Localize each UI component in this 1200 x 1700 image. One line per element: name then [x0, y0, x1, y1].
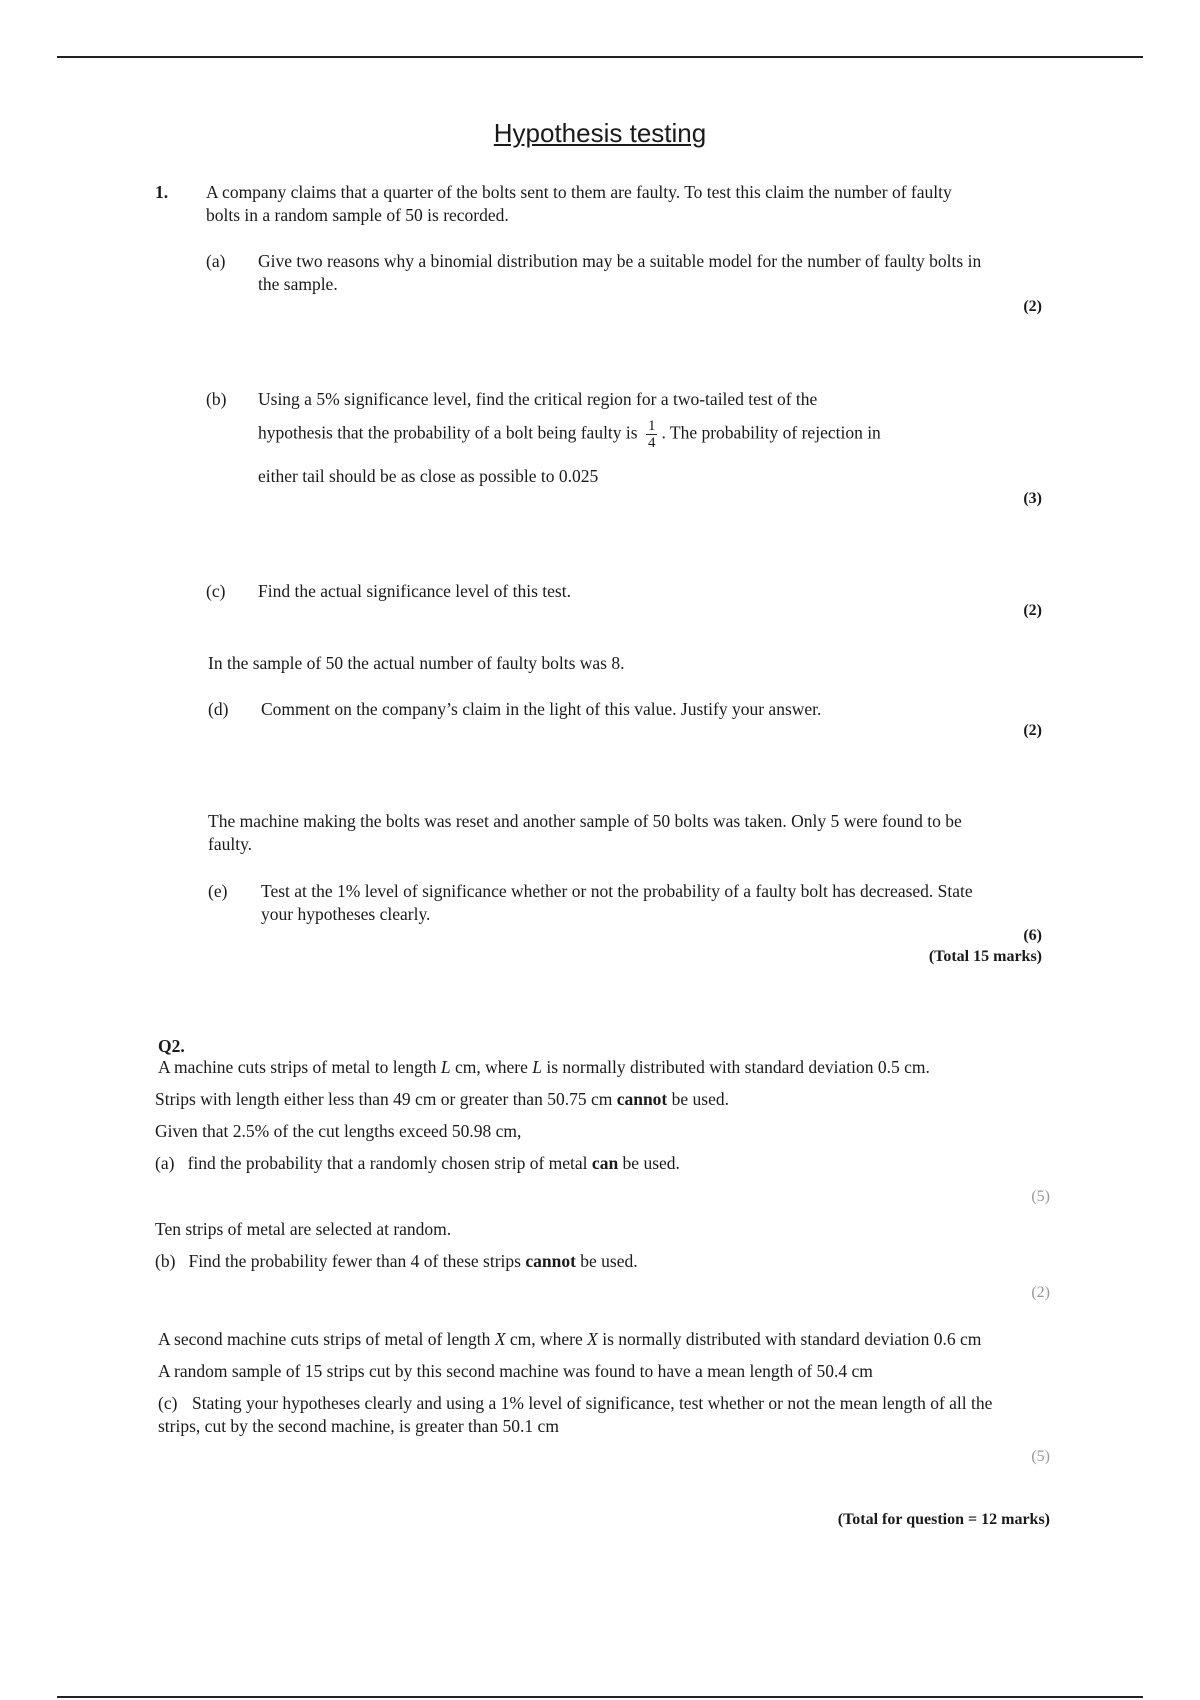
- q2-c-text: [158, 1392, 1038, 1438]
- q1-b-line2-before: hypothesis that the probability of a bolt being faulty is: [258, 422, 638, 443]
- q2-line1-b: cm, where: [454, 1057, 528, 1077]
- q1-e-label: (e): [208, 881, 228, 901]
- q2-second-machine: [158, 1328, 981, 1351]
- q2-a-bold: can: [591, 1153, 619, 1173]
- q1-sample-note: In the sample of 50 the actual number of faulty bolts was 8.: [208, 653, 625, 673]
- q2-ten-strips: Ten strips of metal are selected at random.: [155, 1219, 452, 1239]
- q1-b-label: (b): [206, 389, 227, 409]
- q2-second-b: cm, where: [509, 1329, 583, 1349]
- q1-a-label: (a): [206, 251, 226, 271]
- q2-c-label: (c): [158, 1393, 178, 1413]
- q2-a-marks: (5): [1031, 1188, 1050, 1205]
- q2-b-label: (b): [155, 1251, 176, 1271]
- q2-c-text-body: Stating your hypotheses clearly and using a 1% level of significance, test whether or not the mean length of all the strips, cut by the second machine, is greater than 50.1 cm: [158, 1393, 993, 1436]
- q1-c-text: Find the actual significance level of this test.: [258, 581, 571, 601]
- q1-a-marks: (2): [1023, 298, 1042, 315]
- q1-total-marks: (Total 15 marks): [928, 948, 1042, 965]
- q1-b-line1: Using a 5% significance level, find the critical region for a two-tailed test of the: [258, 389, 818, 409]
- q2-line2-b: be used.: [671, 1089, 729, 1109]
- q1-c-marks: (2): [1023, 602, 1042, 619]
- q2-a-text-b: be used.: [622, 1153, 680, 1173]
- q2-b: [155, 1250, 638, 1273]
- q2-line1-a: A machine cuts strips of metal to length: [158, 1057, 437, 1077]
- q2-second-a: A second machine cuts strips of metal of length: [158, 1329, 491, 1349]
- q1-e-text: Test at the 1% level of significance whether or not the probability of a faulty bolt has decreased. State your hypotheses clearly.: [261, 881, 973, 924]
- variable-L: L: [532, 1057, 542, 1077]
- q2-b-text-a: Find the probability fewer than 4 of these strips: [188, 1251, 521, 1271]
- q1-e-marks: (6): [1023, 927, 1042, 944]
- q2-heading: Q2.: [158, 1036, 185, 1056]
- q1-d-marks: (2): [1023, 722, 1042, 739]
- q2-b-marks: (2): [1031, 1284, 1050, 1301]
- page-title: Hypothesis testing: [493, 118, 707, 148]
- bottom-rule: [57, 1696, 1143, 1698]
- fraction-numerator: 1: [647, 418, 656, 434]
- q1-d-label: (d): [208, 699, 229, 719]
- q1-d-text: Comment on the company’s claim in the light of this value. Justify your answer.: [261, 699, 822, 719]
- q1-number: 1.: [155, 182, 169, 202]
- q2-line2-bold: cannot: [616, 1089, 668, 1109]
- q2-second-c: is normally distributed with standard deviation 0.6 cm: [602, 1329, 982, 1349]
- q2-a-label: (a): [155, 1153, 175, 1173]
- fraction-denominator: 4: [647, 435, 656, 451]
- q2-line3: Given that 2.5% of the cut lengths exceed 50.98 cm,: [155, 1121, 522, 1141]
- q1-c-label: (c): [206, 581, 226, 601]
- q1-reset-note: The machine making the bolts was reset and another sample of 50 bolts was taken. Only 5 were found to be faulty.: [208, 811, 962, 854]
- q2-sample-line: A random sample of 15 strips cut by this second machine was found to have a mean length of 50.4 cm: [158, 1361, 873, 1381]
- variable-X: X: [494, 1329, 506, 1349]
- q2-line2-a: Strips with length either less than 49 cm or greater than 50.75 cm: [155, 1089, 613, 1109]
- q2-c-marks: (5): [1031, 1448, 1050, 1465]
- q2-b-bold: cannot: [525, 1251, 576, 1271]
- q2-a-text-a: find the probability that a randomly chosen strip of metal: [187, 1153, 588, 1173]
- q1-a-text: Give two reasons why a binomial distribution may be a suitable model for the number of faulty bolts in the sample.: [258, 251, 982, 294]
- top-rule: [57, 56, 1143, 58]
- q2-total-marks: (Total for question = 12 marks): [837, 1511, 1050, 1528]
- q1-b-line2-after: . The probability of rejection in: [661, 422, 881, 443]
- variable-X: X: [587, 1329, 598, 1349]
- q1-b-line2: [258, 418, 998, 451]
- q1-b-marks: (3): [1023, 490, 1042, 507]
- q2-b-text-b: be used.: [580, 1251, 638, 1271]
- q2-line1: [158, 1056, 930, 1079]
- q1-intro: A company claims that a quarter of the bolts sent to them are faulty. To test this claim the number of faulty bolts in a random sample of 50 is recorded.: [206, 182, 952, 225]
- q2-line1-c: is normally distributed with standard deviation 0.5 cm.: [546, 1057, 930, 1077]
- q2-a: [155, 1152, 680, 1175]
- q2-line2: [155, 1088, 729, 1111]
- variable-L: L: [440, 1057, 451, 1077]
- q1-b-line3: either tail should be as close as possible to 0.025: [258, 466, 599, 486]
- one-quarter-fraction: [646, 418, 658, 451]
